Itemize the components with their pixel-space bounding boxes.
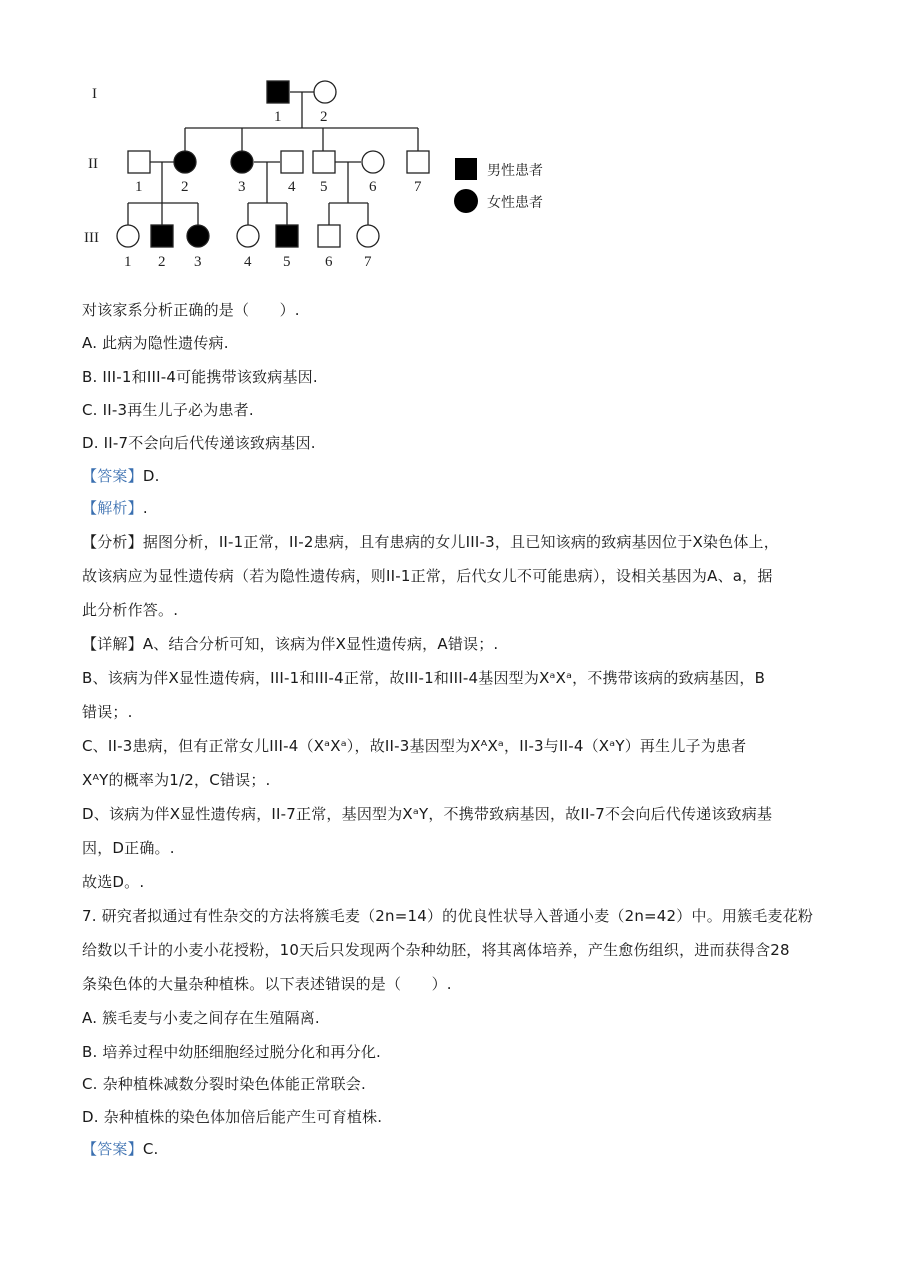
- fenxi-line-1: [82, 531, 779, 553]
- gen2-individual-3: [231, 151, 253, 173]
- generation-label-3: III: [84, 230, 99, 246]
- gen3-number-1: 1: [124, 254, 132, 270]
- gen2-number-7: 7: [414, 179, 422, 195]
- gen3-number-2: 2: [158, 254, 166, 270]
- gen3-number-4: 4: [244, 254, 252, 270]
- detail-line-6: 因，D正确。.: [82, 839, 175, 857]
- legend-female-circle: [454, 189, 478, 213]
- q7-answer-tag: 【答案】: [82, 1140, 143, 1158]
- q6-stem: 对该家系分析正确的是（ ）.: [82, 301, 300, 319]
- gen2-number-1: 1: [135, 179, 143, 195]
- gen2-individual-5: [313, 151, 335, 173]
- q7-stem-line-2: 给数以千计的小麦小花授粉，10天后只发现两个杂种幼胚，将其离体培养，产生愈伤组织，进而获得含28: [82, 941, 790, 959]
- legend-female-label: 女性患者: [487, 195, 543, 211]
- gen3-number-6: 6: [325, 254, 333, 270]
- q7-option-b: B. 培养过程中幼胚细胞经过脱分化和再分化.: [82, 1043, 381, 1061]
- detail-line-3: C、II-3患病，但有正常女儿III-4（XᵃXᵃ），故II-3基因型为XᴬXᵃ，II-3与II-4（XᵃY）再生儿子为患者: [82, 737, 747, 755]
- gen1-number-1: 1: [274, 109, 282, 125]
- detail-line-4: XᴬY的概率为1/2，C错误；.: [82, 771, 271, 789]
- analysis-end: .: [142, 499, 148, 517]
- q7-option-c: C. 杂种植株减数分裂时染色体能正常联会.: [82, 1075, 366, 1093]
- gen1-number-2: 2: [320, 109, 328, 125]
- gen2-individual-6: [362, 151, 384, 173]
- gen3-number-3: 3: [194, 254, 202, 270]
- gen1-individual-1: [267, 81, 289, 103]
- gen2-number-2: 2: [181, 179, 189, 195]
- gen3-individual-5: [276, 225, 298, 247]
- q6-analysis-heading: [82, 497, 148, 519]
- gen3-individual-3: [187, 225, 209, 247]
- q6-option-d: D. II-7不会向后代传递该致病基因.: [82, 434, 316, 452]
- gen3-individual-6: [318, 225, 340, 247]
- detail-line-1: B、该病为伴X显性遗传病，III-1和III-4正常，故III-1和III-4基因型为XᵃXᵃ，不携带该病的致病基因，B: [82, 669, 766, 687]
- q6-answer: [82, 465, 160, 487]
- q7-stem-line-1: 7. 研究者拟通过有性杂交的方法将簇毛麦（2n=14）的优良性状导入普通小麦（2n=42）中。用簇毛麦花粉: [82, 907, 814, 925]
- fenxi-line-3: 此分析作答。.: [82, 601, 179, 619]
- q7-stem-line-3: 条染色体的大量杂种植株。以下表述错误的是（ ）.: [82, 975, 452, 993]
- generation-label-1: I: [92, 86, 97, 102]
- gen2-number-3: 3: [238, 179, 246, 195]
- gen2-number-5: 5: [320, 179, 328, 195]
- detail-line-5: D、该病为伴X显性遗传病，II-7正常，基因型为XᵃY，不携带致病基因，故II-7不会向后代传递该致病基: [82, 805, 773, 823]
- answer-tag: 【答案】: [82, 467, 143, 485]
- gen3-number-7: 7: [364, 254, 372, 270]
- gen2-individual-1: [128, 151, 150, 173]
- pedigree-chart: [0, 0, 909, 285]
- gen2-number-6: 6: [369, 179, 377, 195]
- xiangjie-line-1: [82, 633, 498, 655]
- gen3-individual-4: [237, 225, 259, 247]
- gen2-number-4: 4: [288, 179, 296, 195]
- q7-option-d: D. 杂种植株的染色体加倍后能产生可育植株.: [82, 1108, 383, 1126]
- generation-label-2: II: [88, 156, 98, 172]
- gen1-individual-2: [314, 81, 336, 103]
- gen2-individual-4: [281, 151, 303, 173]
- fenxi-line-2: 故该病应为显性遗传病（若为隐性遗传病，则II-1正常，后代女儿不可能患病），设相关基因为A、a，据: [82, 567, 773, 585]
- q7-option-a: A. 簇毛麦与小麦之间存在生殖隔离.: [82, 1009, 320, 1027]
- detail-line-2: 错误；.: [82, 703, 133, 721]
- fenxi-text-1: 据图分析，II-1正常，II-2患病，且有患病的女儿III-3，且已知该病的致病基因位于X染色体上，: [142, 533, 779, 551]
- analysis-tag: 【解析】: [82, 499, 143, 517]
- xiangjie-tag: 【详解】: [82, 635, 143, 653]
- legend-male-square: [455, 158, 477, 180]
- gen3-individual-2: [151, 225, 173, 247]
- detail-line-7: 故选D。.: [82, 873, 145, 891]
- q6-option-b: B. III-1和III-4可能携带该致病基因.: [82, 368, 318, 386]
- fenxi-tag: 【分析】: [82, 533, 143, 551]
- q6-option-c: C. II-3再生儿子必为患者.: [82, 401, 254, 419]
- gen3-number-5: 5: [283, 254, 291, 270]
- answer-value: D.: [142, 467, 160, 485]
- gen3-individual-7: [357, 225, 379, 247]
- legend-male-label: 男性患者: [487, 163, 543, 179]
- xiangjie-text-1: A、结合分析可知，该病为伴X显性遗传病，A错误；.: [142, 635, 499, 653]
- q6-option-a: A. 此病为隐性遗传病.: [82, 334, 229, 352]
- gen2-individual-2: [174, 151, 196, 173]
- gen3-individual-1: [117, 225, 139, 247]
- q7-answer: [82, 1138, 158, 1160]
- gen2-individual-7: [407, 151, 429, 173]
- q7-answer-value: C.: [142, 1140, 159, 1158]
